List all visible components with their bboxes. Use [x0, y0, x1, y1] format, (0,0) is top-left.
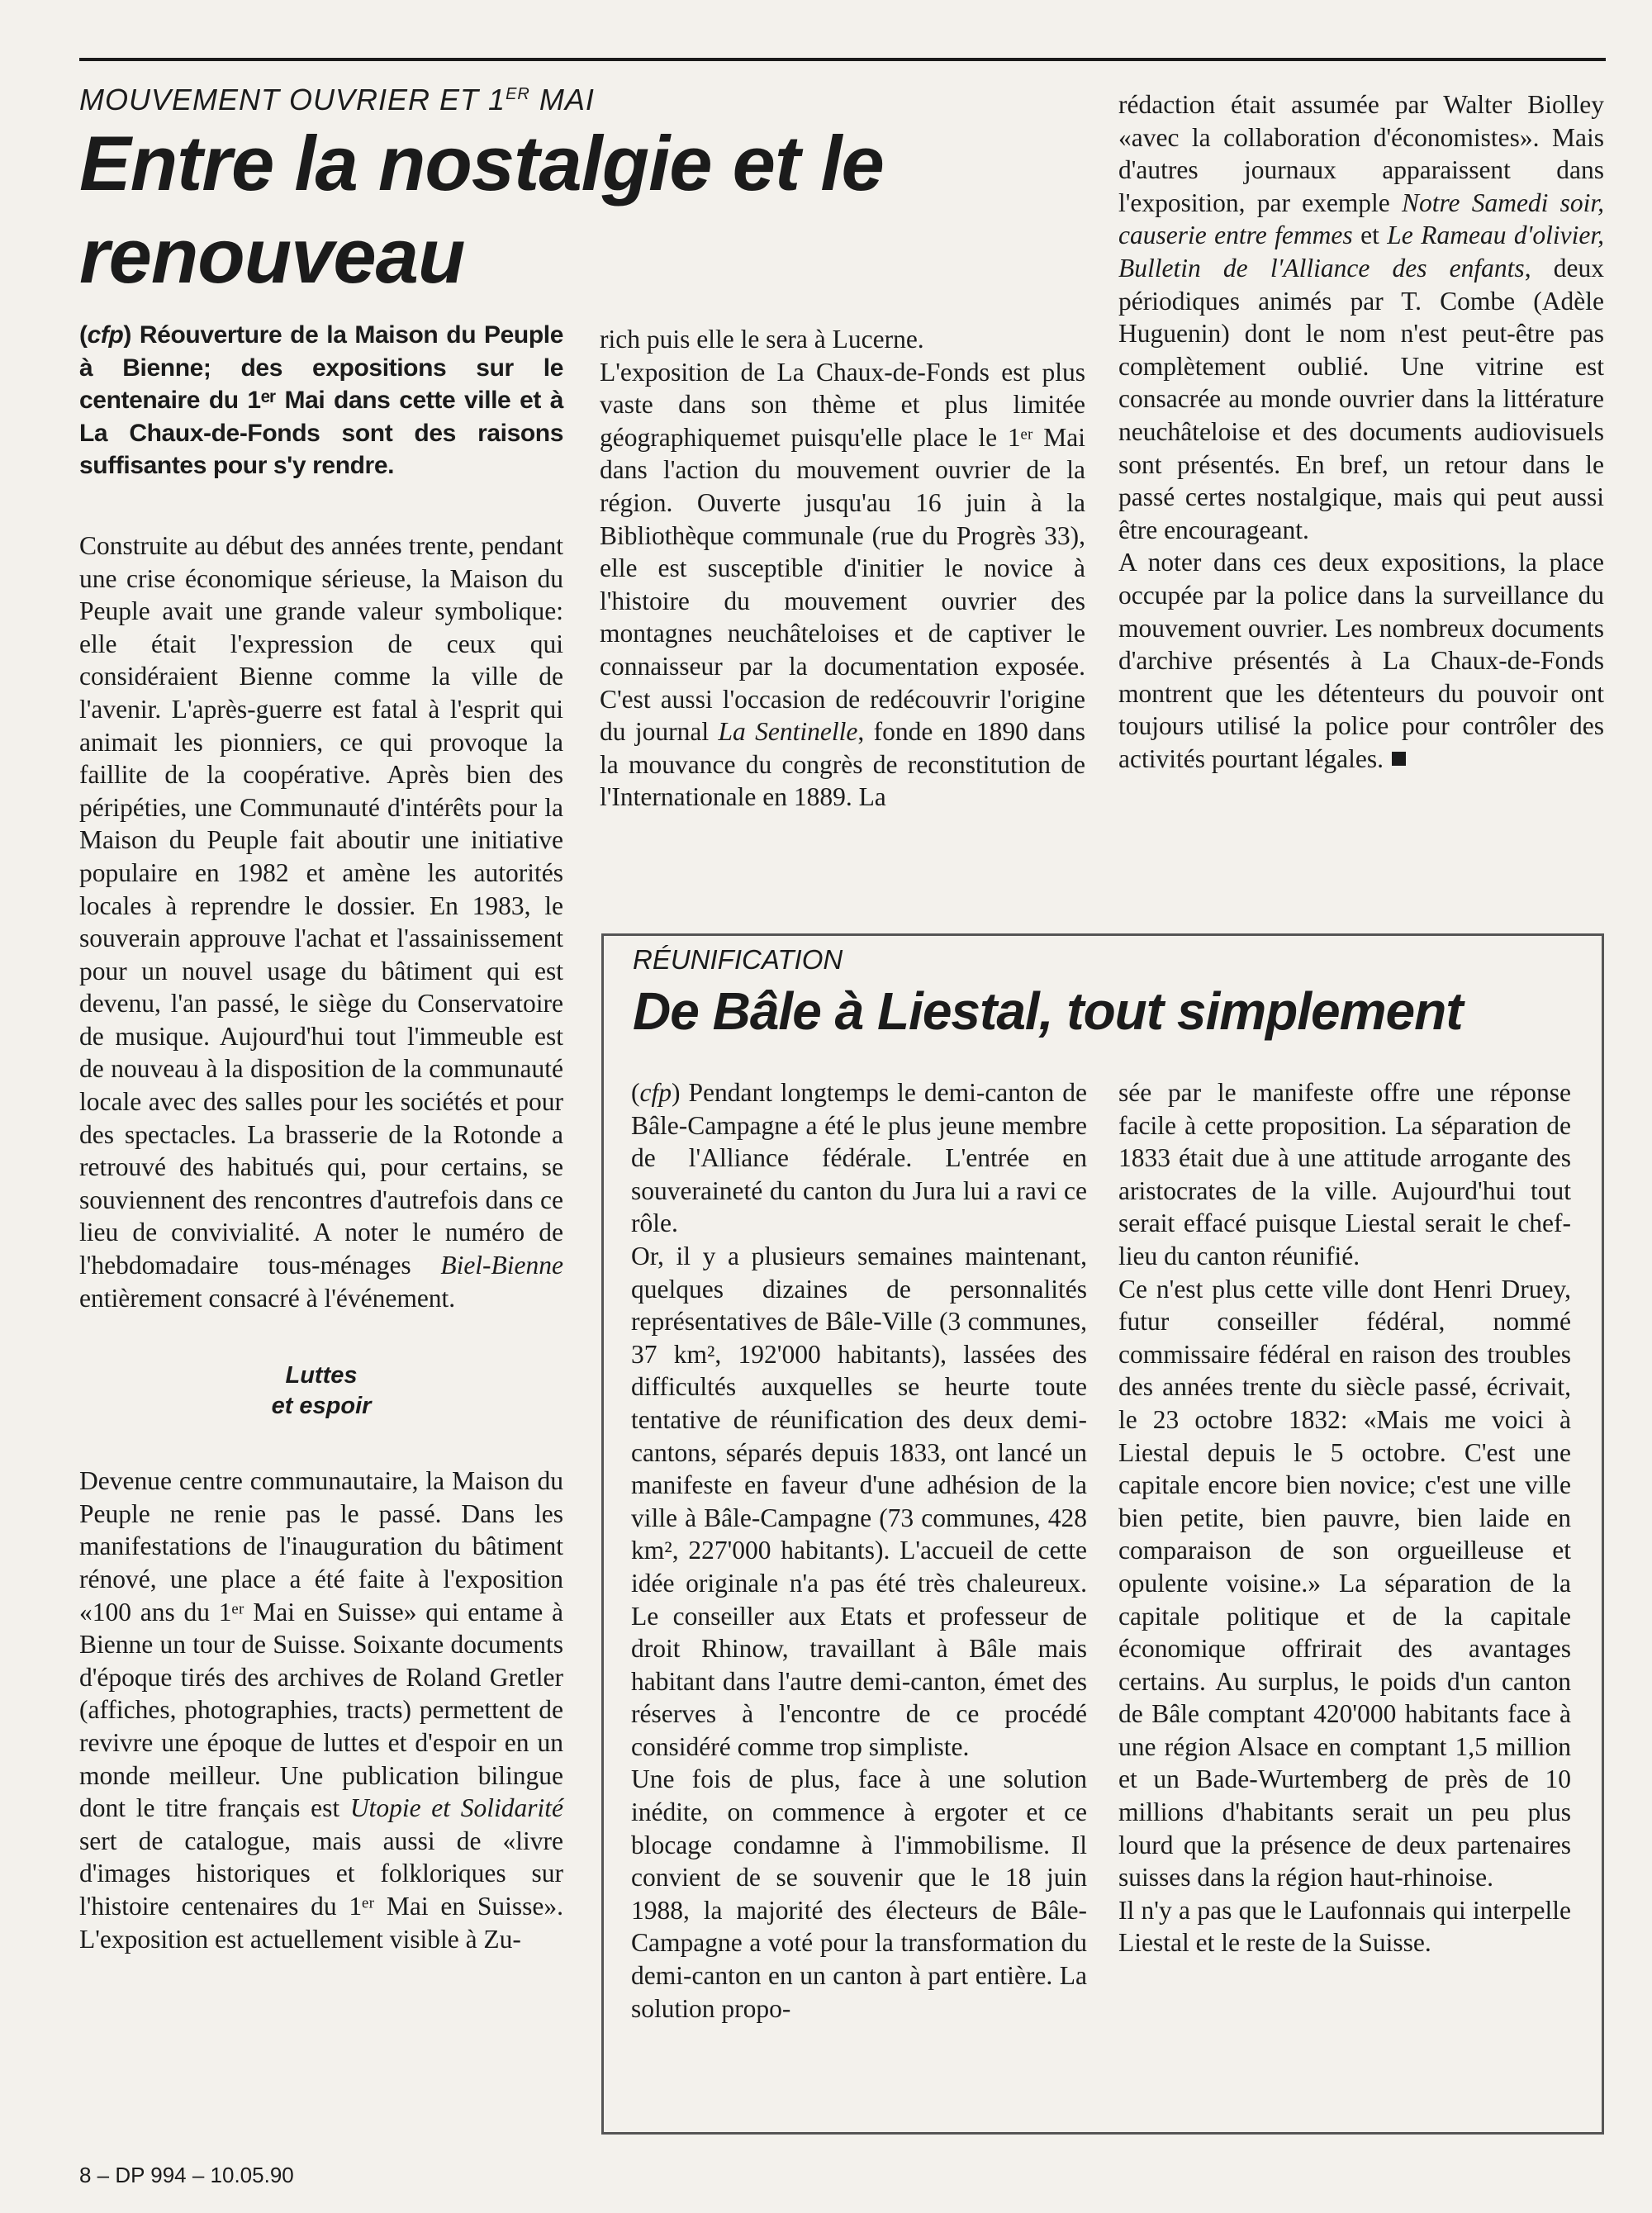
- article-column-2-opening: rich puis elle le sera à Lucerne.: [600, 325, 924, 354]
- sidebar-paragraph-5: Ce n'est plus cette ville dont Henri Druey, futur conseiller fédéral, nommé commissaire fédéral en raison des troubles des années trente du siècle passé, écrivait, le 23 octobre 1832: «Mais me voici à Liestal depuis le 5 octobre. C'est une capitale encore bien novice; c'est une ville bien petite, bien pauvre, bien laide en comparaison de son orgueilleuse et opulente voisine.» La séparation de la capitale politique et de la capitale économique offrirait des avantages certains. Au surplus, le poids d'un canton de Bâle comptant 420'000 habitants face à une région Alsace en comptant 1,5 million et un Bade-Wurtemberg de près de 10 millions d'habitants serait un peu plus lourd que la présence de deux partenaires suisses dans la région haut-rhinoise.: [1118, 1274, 1571, 1892]
- article-title: Entre la nostalgie et le renouveau: [79, 120, 884, 299]
- article-paragraph-2: Devenue centre communautaire, la Maison du Peuple ne renie pas le passé. Dans les manifestations de l'inauguration du bâtiment rénové, une place a été faite à l'exposition «100 ans du 1ᵉʳ Mai en Suisse» qui entame à Bienne un tour de Suisse. Soixante documents d'époque tirés des archives de Roland Gretler (affiches, photographies, tracts) permettent de revivre une époque de luttes et d'espoir en un monde meilleur. Une publication bilingue dont le titre français est Utopie et Solidarité sert de catalogue, mais aussi de «livre d'images historiques et folkloriques sur l'histoire centenaires du 1ᵉʳ Mai en Suisse». L'exposition est actuellement visible à Zu-: [79, 1466, 563, 1954]
- sidebar-title: De Bâle à Liestal, tout simplement: [633, 981, 1463, 1041]
- article-paragraph-journaux: rédaction était assumée par Walter Biolley «avec la collaboration d'économistes». Mais d'autres journaux apparaissent dans l'exposition, par exemple Notre Samedi soir, causerie entre femmes et Le Rameau d'olivier, Bulletin de l'Alliance des enfants, deux périodiques animés par T. Combe (Adèle Huguenin) dont le nom n'est peut-être pas complètement oublié. Une vitrine est consacrée au monde ouvrier dans la littérature neuchâteloise et des documents audiovisuels sont présentés. En bref, un retour dans le passé certes nostalgique, mais qui peut aussi être encourageant.: [1118, 90, 1604, 544]
- sidebar-column-right: [1118, 1076, 1571, 1959]
- article-column-2: [600, 323, 1085, 814]
- article-kicker: MOUVEMENT OUVRIER ET 1ER MAI: [79, 83, 595, 116]
- article-column-3: [1118, 88, 1604, 775]
- sidebar-paragraph-3: Une fois de plus, face à une solution inédite, on commence à ergoter et ce blocage condamne à l'immobilisme. Il convient de se souvenir que le 18 juin 1988, la majorité des électeurs de Bâle-Campagne a voté pour la transformation du demi-canton en un canton à part entière. La solution propo-: [631, 1764, 1087, 2023]
- article-paragraph-police: A noter dans ces deux expositions, la place occupée par la police dans la surveillance du mouvement ouvrier. Les nombreux documents d'archive présentés à La Chaux-de-Fonds montrent que les détenteurs du pouvoir ont toujours utilisé la police pour contrôler des activités pourtant légales.: [1118, 548, 1604, 773]
- page-footer: 8 – DP 994 – 10.05.90: [79, 2163, 294, 2187]
- sidebar-kicker: RÉUNIFICATION: [633, 944, 843, 975]
- article-paragraph-chaux-de-fonds: L'exposition de La Chaux-de-Fonds est plus vaste dans son thème et plus limitée géographiquemet puisqu'elle place le 1ᵉʳ Mai dans l'action du mouvement ouvrier de la région. Ouverte jusqu'au 16 juin à la Bibliothèque communale (rue du Progrès 33), elle est susceptible d'initier le novice à l'histoire du mouvement ouvrier des montagnes neuchâteloises et de captiver le connaisseur par la documentation exposée. C'est aussi l'occasion de redécouvrir l'origine du journal La Sentinelle, fonde en 1890 dans la mouvance du congrès de reconstitution de l'Internationale en 1889. La: [600, 357, 1085, 812]
- sidebar-column-left: [631, 1076, 1087, 2025]
- sidebar-paragraph-2: Or, il y a plusieurs semaines maintenant, quelques dizaines de personnalités représentatives de Bâle-Ville (3 communes, 37 km², 192'000 habitants), lassées des difficultés auxquelles se heurte toute tentative de réunification des deux demi-cantons, séparés depuis 1833, ont lancé un manifeste en faveur d'une adhésion de la ville à Bâle-Campagne (73 communes, 428 km², 227'000 habitants). L'accueil de cette idée originale n'a pas été très chaleureux. Le conseiller aux Etats et professeur de droit Rhinow, travaillant à Bâle mais habitant dans l'autre demi-canton, émet des réserves à l'encontre de ce procédé considéré comme trop simpliste.: [631, 1241, 1087, 1761]
- sidebar-paragraph-1: (cfp) Pendant longtemps le demi-canton de Bâle-Campagne a été le plus jeune membre de l'Alliance fédérale. L'entrée en souveraineté du canton du Jura lui a ravi ce rôle.: [631, 1078, 1087, 1238]
- article-subhead: Luttes et espoir: [271, 1362, 372, 1420]
- top-rule: [79, 58, 1606, 61]
- sidebar-paragraph-4: sée par le manifeste offre une réponse facile à cette proposition. La séparation de 1833 était due à une attitude arrogante des aristocrates de la ville. Aujourd'hui tout serait effacé puisque Liestal serait le chef-lieu du canton réunifié.: [1118, 1078, 1571, 1270]
- article-lead: (cfp) Réouverture de la Maison du Peuple à Bienne; des expositions sur le centenaire du 1ᵉʳ Mai dans cette ville et à La Chaux-de-Fonds sont des raisons suffisantes pour s'y rendre.: [79, 321, 563, 480]
- sidebar-paragraph-6: Il n'y a pas que le Laufonnais qui interpelle Liestal et le reste de la Suisse.: [1118, 1895, 1571, 1958]
- article-paragraph-1: Construite au début des années trente, pendant une crise économique sérieuse, la Maison du Peuple avait une grande valeur symbolique: elle était l'expression de ceux qui considéraient Bienne comme la ville de l'avenir. L'après-guerre est fatal à l'esprit qui animait les pionniers, ce qui provoque la faillite de la coopérative. Après bien des péripéties, une Communauté d'intérêts pour la Maison du Peuple fait aboutir une initiative populaire en 1982 et amène les autorités locales à reprendre le dossier. En 1983, le souverain approuve l'achat et l'assainissement pour un nouvel usage du bâtiment qui est devenu, l'an passé, le siège du Conservatoire de musique. Aujourd'hui tout l'immeuble est de nouveau à la disposition de la communauté locale avec des salles pour les sociétés et pour des spectacles. La brasserie de la Rotonde a retrouvé des habitués qui, pour certains, se souviennent des rencontres d'autrefois dans ce lieu de convivialité. A noter le numéro de l'hebdomadaire tous-ménages Biel-Bienne entièrement consacré à l'événement.: [79, 530, 563, 1313]
- end-of-article-mark: [1392, 752, 1406, 766]
- article-column-1: [79, 319, 563, 1955]
